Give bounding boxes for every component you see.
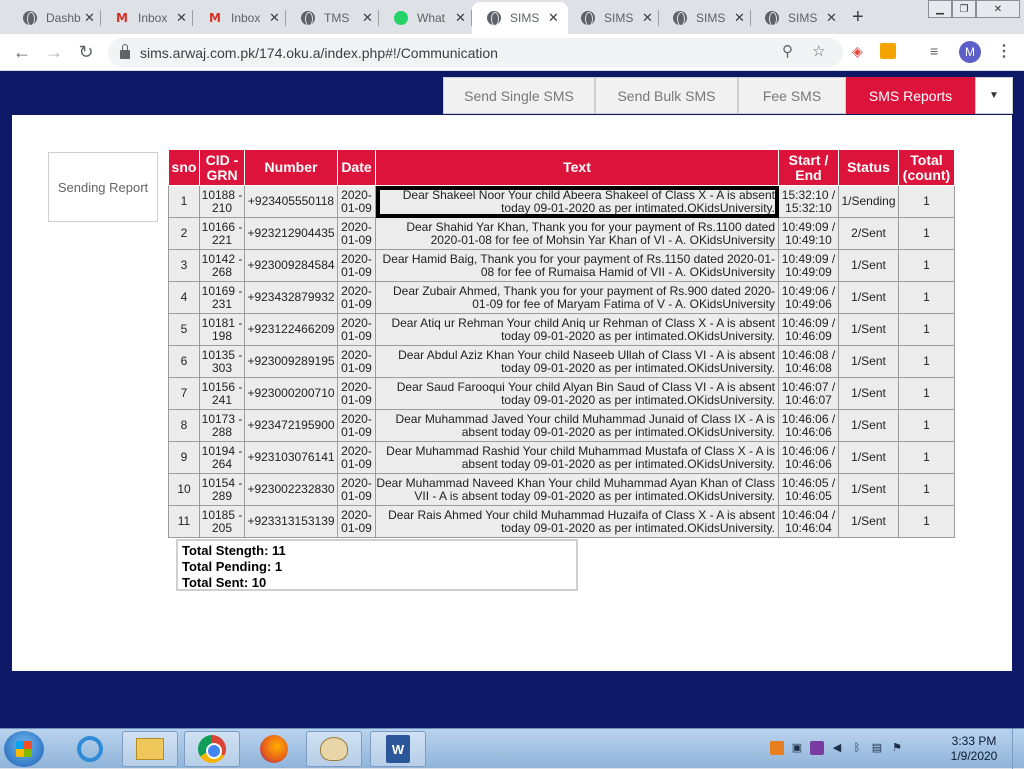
browser-tab-label: Inbox xyxy=(231,11,261,25)
globe-icon xyxy=(672,10,688,26)
windows-taskbar xyxy=(0,728,1024,768)
cell-text: Dear Rais Ahmed Your child Muhammad Huzaifa of Class X - A is absent today 09-01-2020 as per intimated.OKidsUniversity. xyxy=(376,506,779,538)
cell-sno: 5 xyxy=(169,314,200,346)
back-arrow-icon[interactable]: ← xyxy=(13,42,31,62)
cell-cid: 10173 - 288 xyxy=(200,410,245,442)
forward-arrow-icon[interactable]: → xyxy=(45,42,63,62)
browser-tab-label: Inbox xyxy=(138,11,168,25)
browser-tab[interactable] xyxy=(658,2,751,34)
gmail-icon: M xyxy=(116,11,128,25)
cell-total: 1 xyxy=(899,378,955,410)
bookmark-star-icon[interactable]: ☆ xyxy=(812,43,826,60)
cell-cid: 10181 - 198 xyxy=(200,314,245,346)
cell-sno: 11 xyxy=(169,506,200,538)
total-sent: Total Sent: 10 xyxy=(182,575,267,590)
browser-tab-label: SIMS xyxy=(788,11,818,25)
cell-date: 2020-01-09 xyxy=(338,218,376,250)
cell-text: Dear Shakeel Noor Your child Abeera Shakeel of Class X - A is absent today 09-01-2020 as per intimated.OKidsUniversity. xyxy=(376,186,779,218)
cell-cid: 10154 - 289 xyxy=(200,474,245,506)
cell-sno: 1 xyxy=(169,186,200,218)
menu-icon[interactable]: ⋮ xyxy=(996,43,1012,60)
cell-sno: 9 xyxy=(169,442,200,474)
cell-time: 10:49:06 / 10:49:06 xyxy=(779,282,839,314)
maximize-button[interactable]: ❐ xyxy=(952,0,976,18)
reload-icon[interactable]: ↻ xyxy=(78,42,94,62)
word-icon[interactable]: W xyxy=(370,731,426,767)
cell-date: 2020-01-09 xyxy=(338,314,376,346)
volume-icon[interactable]: ◀ xyxy=(832,742,842,754)
cell-sno: 2 xyxy=(169,218,200,250)
totals-box xyxy=(176,539,578,591)
cell-time: 10:46:06 / 10:46:06 xyxy=(779,442,839,474)
column-header: Total (count) xyxy=(899,150,955,186)
cell-total: 1 xyxy=(899,474,955,506)
globe-icon xyxy=(22,10,38,26)
paint-icon[interactable] xyxy=(306,731,362,767)
network-icon[interactable]: ▤ xyxy=(871,742,883,754)
firefox-icon[interactable] xyxy=(246,731,302,767)
bluetooth-icon[interactable]: ᛒ xyxy=(853,742,861,754)
cell-sno: 6 xyxy=(169,346,200,378)
cell-time: 15:32:10 / 15:32:10 xyxy=(779,186,839,218)
browser-tab[interactable] xyxy=(193,2,286,34)
cell-total: 1 xyxy=(899,314,955,346)
action-center-flag-icon[interactable]: ⚑ xyxy=(892,742,902,754)
whatsapp-icon xyxy=(393,10,409,26)
cell-sno: 7 xyxy=(169,378,200,410)
cell-sno: 8 xyxy=(169,410,200,442)
cell-cid: 10194 - 264 xyxy=(200,442,245,474)
cell-number: +923472195900 xyxy=(245,410,338,442)
cell-text: Dear Muhammad Javed Your child Muhammad Junaid of Class IX - A is absent today 09-01-2020 as per intimated.OKidsUniversity. xyxy=(376,410,779,442)
total-pending: Total Pending: 1 xyxy=(182,559,283,574)
cell-text: Dear Saud Farooqui Your child Alyan Bin Saud of Class VI - A is absent today 09-01-2020 as per intimated.OKidsUniversity. xyxy=(376,378,779,410)
avatar[interactable]: M xyxy=(959,41,981,63)
sms-report-table xyxy=(168,149,955,538)
start-button[interactable] xyxy=(4,731,44,767)
cell-total: 1 xyxy=(899,442,955,474)
cell-total: 1 xyxy=(899,346,955,378)
cell-number: +923405550118 xyxy=(245,186,338,218)
cell-cid: 10156 - 241 xyxy=(200,378,245,410)
close-icon[interactable]: ✕ xyxy=(362,10,373,25)
cell-cid: 10166 - 221 xyxy=(200,218,245,250)
file-explorer-icon[interactable] xyxy=(122,731,178,767)
close-icon[interactable]: ✕ xyxy=(176,10,187,25)
column-header: sno xyxy=(169,150,200,186)
cell-status: 1/Sent xyxy=(839,250,899,282)
cell-total: 1 xyxy=(899,410,955,442)
cell-time: 10:46:05 / 10:46:05 xyxy=(779,474,839,506)
media-icon[interactable]: ≡ xyxy=(930,43,939,59)
cell-number: +923432879932 xyxy=(245,282,338,314)
browser-tab[interactable] xyxy=(100,2,193,34)
cell-cid: 10142 - 268 xyxy=(200,250,245,282)
close-icon[interactable]: ✕ xyxy=(455,10,466,25)
table-row xyxy=(169,346,955,378)
browser-tab-label: Dashb xyxy=(46,11,81,25)
browser-tab[interactable] xyxy=(566,2,659,34)
url-text: sims.arwaj.com.pk/174.oku.a/index.php#!/Communication xyxy=(140,44,498,61)
taskbar-clock[interactable] xyxy=(944,734,1004,764)
cell-status: 1/Sent xyxy=(839,314,899,346)
tab-send-single-sms[interactable]: Send Single SMS xyxy=(443,77,595,114)
cell-time: 10:49:09 / 10:49:09 xyxy=(779,250,839,282)
column-header: Start / End xyxy=(779,150,839,186)
cell-time: 10:46:04 / 10:46:04 xyxy=(779,506,839,538)
cell-cid: 10169 - 231 xyxy=(200,282,245,314)
clock-date: 1/9/2020 xyxy=(950,749,998,763)
chevron-down-icon[interactable]: ▼ xyxy=(975,77,1013,114)
cell-text: Dear Abdul Aziz Khan Your child Naseeb Ullah of Class VI - A is absent today 09-01-2020 as per intimated.OKidsUniversity. xyxy=(376,346,779,378)
new-tab-button[interactable]: + xyxy=(852,6,864,28)
table-row xyxy=(169,442,955,474)
cell-date: 2020-01-09 xyxy=(338,474,376,506)
browser-tab[interactable] xyxy=(379,2,472,34)
cell-text: Dear Muhammad Naveed Khan Your child Muhammad Ayan Khan of Class VII - A is absent today 09-01-2020 as per intimated.OKidsUniversity. xyxy=(376,474,779,506)
browser-tab-label: TMS xyxy=(324,11,350,25)
cell-number: +923313153139 xyxy=(245,506,338,538)
cell-number: +923000200710 xyxy=(245,378,338,410)
column-header: CID - GRN xyxy=(200,150,245,186)
cell-cid: 10135 - 303 xyxy=(200,346,245,378)
cell-date: 2020-01-09 xyxy=(338,282,376,314)
cell-date: 2020-01-09 xyxy=(338,378,376,410)
browser-tab[interactable] xyxy=(286,2,379,34)
browser-tab-label: SIMS xyxy=(510,11,540,25)
table-row xyxy=(169,314,955,346)
cell-total: 1 xyxy=(899,250,955,282)
cell-sno: 4 xyxy=(169,282,200,314)
cell-text: Dear Zubair Ahmed, Thank you for your payment of Rs.900 dated 2020-01-09 for fee of Maryam Fatima of V - A. OKidsUniversity xyxy=(376,282,779,314)
gmail-icon: M xyxy=(209,11,221,25)
cell-status: 1/Sent xyxy=(839,346,899,378)
browser-tab-label: SIMS xyxy=(604,11,634,25)
column-header: Status xyxy=(839,150,899,186)
close-icon[interactable]: ✕ xyxy=(642,10,653,25)
globe-icon xyxy=(486,10,502,26)
cell-number: +923002232830 xyxy=(245,474,338,506)
cell-status: 1/Sent xyxy=(839,378,899,410)
cell-time: 10:46:07 / 10:46:07 xyxy=(779,378,839,410)
minimize-button[interactable]: ▁ xyxy=(928,0,952,18)
address-bar[interactable] xyxy=(108,38,843,67)
browser-tab-active[interactable] xyxy=(472,2,568,34)
tray-app-icon[interactable] xyxy=(770,741,784,755)
tab-fee-sms[interactable]: Fee SMS xyxy=(738,77,846,114)
system-tray xyxy=(770,741,904,755)
sending-report-button[interactable]: Sending Report xyxy=(48,152,158,222)
cell-status: 1/Sending xyxy=(839,186,899,218)
globe-icon xyxy=(580,10,596,26)
cell-total: 1 xyxy=(899,218,955,250)
tab-sms-reports[interactable]: SMS Reports xyxy=(846,77,975,114)
close-icon[interactable]: ✕ xyxy=(734,10,745,25)
cell-date: 2020-01-09 xyxy=(338,250,376,282)
table-row xyxy=(169,218,955,250)
close-icon[interactable]: ✕ xyxy=(84,10,95,25)
browser-tab[interactable] xyxy=(8,2,101,34)
globe-icon xyxy=(764,10,780,26)
cell-status: 1/Sent xyxy=(839,282,899,314)
cell-date: 2020-01-09 xyxy=(338,410,376,442)
table-row xyxy=(169,410,955,442)
column-header: Date xyxy=(338,150,376,186)
show-desktop-button[interactable] xyxy=(1012,729,1024,769)
clock-time: 3:33 PM xyxy=(951,734,997,748)
cell-time: 10:46:09 / 10:46:09 xyxy=(779,314,839,346)
browser-tab[interactable] xyxy=(750,2,843,34)
cell-total: 1 xyxy=(899,186,955,218)
tray-onenote-icon[interactable] xyxy=(810,741,824,755)
column-header: Text xyxy=(376,150,779,186)
app-page xyxy=(0,71,1024,728)
browser-tab-strip xyxy=(0,0,1024,34)
table-row xyxy=(169,378,955,410)
cell-status: 1/Sent xyxy=(839,442,899,474)
cell-status: 1/Sent xyxy=(839,474,899,506)
extension-icon[interactable] xyxy=(880,43,896,59)
cell-number: +923009289195 xyxy=(245,346,338,378)
cell-date: 2020-01-09 xyxy=(338,442,376,474)
cell-status: 1/Sent xyxy=(839,410,899,442)
globe-icon xyxy=(300,10,316,26)
cell-total: 1 xyxy=(899,282,955,314)
cell-total: 1 xyxy=(899,506,955,538)
close-icon[interactable]: ✕ xyxy=(269,10,280,25)
table-row xyxy=(169,474,955,506)
main-content xyxy=(12,115,1012,671)
cell-text: Dear Hamid Baig, Thank you for your payment of Rs.1150 dated 2020-01-08 for fee of Rumaisa Hamid of VII - A. OKidsUniversity xyxy=(376,250,779,282)
table-row xyxy=(169,186,955,218)
cell-sno: 10 xyxy=(169,474,200,506)
browser-tab-label: What xyxy=(417,11,446,25)
cell-status: 1/Sent xyxy=(839,506,899,538)
chrome-icon[interactable] xyxy=(184,731,240,767)
zoom-icon[interactable]: ⚲ xyxy=(782,43,793,60)
cell-number: +923009284584 xyxy=(245,250,338,282)
browser-tab-label: SIMS xyxy=(696,11,726,25)
close-icon[interactable]: ✕ xyxy=(548,10,559,25)
cell-text: Dear Atiq ur Rehman Your child Aniq ur Rehman of Class X - A is absent today 09-01-2020 as per intimated.OKidsUniversity. xyxy=(376,314,779,346)
cell-date: 2020-01-09 xyxy=(338,506,376,538)
sms-tabs xyxy=(443,77,1013,114)
cell-status: 2/Sent xyxy=(839,218,899,250)
cell-text: Dear Muhammad Rashid Your child Muhammad Mustafa of Class X - A is absent today 09-01-2020 as per intimated.OKidsUniversity. xyxy=(376,442,779,474)
table-row xyxy=(169,506,955,538)
table-row xyxy=(169,250,955,282)
cell-number: +923212904435 xyxy=(245,218,338,250)
tab-send-bulk-sms[interactable]: Send Bulk SMS xyxy=(595,77,738,114)
column-header: Number xyxy=(245,150,338,186)
cell-cid: 10185 - 205 xyxy=(200,506,245,538)
cell-sno: 3 xyxy=(169,250,200,282)
tray-device-icon[interactable]: ▣ xyxy=(791,742,803,754)
browser-toolbar xyxy=(0,34,1024,71)
cell-number: +923103076141 xyxy=(245,442,338,474)
window-close-button[interactable]: ✕ xyxy=(976,0,1020,18)
cell-time: 10:49:09 / 10:49:10 xyxy=(779,218,839,250)
cell-cid: 10188 - 210 xyxy=(200,186,245,218)
cell-text: Dear Shahid Yar Khan, Thank you for your payment of Rs.1100 dated 2020-01-08 for fee of Mohsin Yar Khan of VI - A. OKidsUniversity xyxy=(376,218,779,250)
total-strength: Total Stength: 11 xyxy=(182,543,286,558)
cell-number: +923122466209 xyxy=(245,314,338,346)
cell-date: 2020-01-09 xyxy=(338,186,376,218)
cell-date: 2020-01-09 xyxy=(338,346,376,378)
table-row xyxy=(169,282,955,314)
internet-explorer-icon[interactable] xyxy=(62,731,118,767)
lock-icon xyxy=(120,50,130,59)
close-icon[interactable]: ✕ xyxy=(826,10,837,25)
cell-time: 10:46:06 / 10:46:06 xyxy=(779,410,839,442)
cell-time: 10:46:08 / 10:46:08 xyxy=(779,346,839,378)
extension-icon[interactable]: ◈ xyxy=(852,43,863,59)
